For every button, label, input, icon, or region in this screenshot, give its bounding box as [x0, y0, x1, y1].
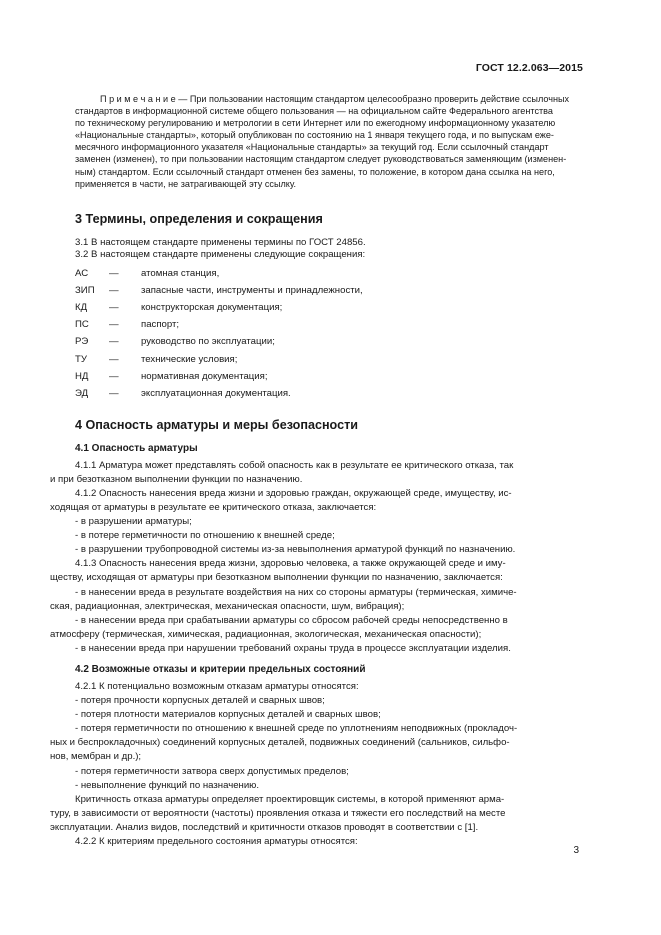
text-line: нов, мембран и др.);: [50, 751, 142, 763]
abbreviation-dash: —: [109, 336, 119, 348]
text-line: - невыполнение функций по назначению.: [75, 779, 260, 791]
abbreviation-code: НД: [75, 370, 89, 382]
text-line: - потеря герметичности по отношению к внешней среде по уплотнениям неподвижных (прокладоч-: [75, 723, 518, 735]
note-block: [75, 93, 583, 190]
abbreviation-code: ПС: [75, 319, 89, 331]
abbreviation-meaning: технические условия;: [141, 353, 238, 365]
text-line: ская, радиационная, электрическая, механическая опасности, шум, вибрация);: [50, 600, 405, 612]
abbreviation-meaning: запасные части, инструменты и принадлежности,: [141, 284, 363, 296]
text-line: - потеря герметичности затвора сверх допустимых пределов;: [75, 765, 349, 777]
text-line: 4.1.1 Арматура может представлять собой опасность как в результате ее критического отказа, так: [75, 459, 514, 471]
note-line: ным) стандартом. Если ссылочный стандарт отменен без замены, то положение, в котором дана ссылка на него,: [75, 166, 555, 177]
abbreviation-code: КД: [75, 302, 88, 314]
text-line: 4.2.2 К критериям предельного состояния арматуры относятся:: [75, 836, 358, 847]
abbreviation-meaning: эксплуатационная документация.: [141, 387, 291, 399]
abbreviation-item: [75, 282, 583, 299]
text-line: эксплуатации. Анализ видов, последствий и критичности отказов проводят в соответствии с [1].: [50, 821, 479, 833]
abbreviation-dash: —: [109, 319, 119, 331]
abbreviation-item: [75, 317, 583, 334]
abbreviation-list: [75, 265, 583, 403]
abbreviation-dash: —: [109, 370, 119, 382]
text-line: - в нанесении вреда в результате воздействия на них со стороны арматуры (термическая, химиче-: [75, 586, 517, 598]
text-line: туру, в зависимости от вероятности (частоты) проявления отказа и тяжести его последствий на месте: [50, 807, 506, 819]
text-line: - потеря плотности материалов корпусных деталей и сварных швов;: [75, 709, 381, 721]
abbreviation-item: [75, 385, 583, 402]
text-line: 4.1.2 Опасность нанесения вреда жизни и здоровью граждан, окружающей среде, имуществу, ис-: [75, 487, 512, 499]
text-line: ходящая от арматуры в результате ее критического отказа, заключается:: [50, 501, 377, 513]
paragraph-3-2: 3.2 В настоящем стандарте применены следующие сокращения:: [75, 248, 366, 260]
text-line: Критичность отказа арматуры определяет проектировщик системы, в которой применяют арма-: [75, 793, 505, 805]
abbreviation-meaning: конструкторская документация;: [141, 302, 283, 314]
abbreviation-dash: —: [109, 353, 119, 365]
text-line: и при безотказном выполнении функции по назначению.: [50, 473, 303, 485]
abbreviation-meaning: паспорт;: [141, 319, 180, 331]
paragraph-3-1: 3.1 В настоящем стандарте применены термины по ГОСТ 24856.: [75, 236, 366, 248]
abbreviation-code: ЭД: [75, 387, 89, 399]
page-content: [50, 93, 583, 849]
abbreviation-dash: —: [109, 302, 119, 314]
abbreviation-meaning: руководство по эксплуатации;: [141, 336, 275, 348]
text-line: 4.2.1 К потенциально возможным отказам арматуры относятся:: [75, 680, 359, 692]
section-3-title: 3 Термины, определения и сокращения: [75, 211, 323, 226]
abbreviation-meaning: атомная станция,: [141, 267, 220, 279]
abbreviation-dash: —: [109, 387, 119, 399]
abbreviation-code: ЗИП: [75, 284, 95, 296]
text-line: - в разрушении арматуры;: [75, 516, 192, 528]
abbreviation-code: АС: [75, 267, 89, 279]
section-4-title: 4 Опасность арматуры и меры безопасности: [75, 417, 359, 432]
abbreviation-dash: —: [109, 267, 119, 279]
abbreviation-item: [75, 265, 583, 282]
text-line: ществу, исходящая от арматуры при безотказном выполнении функции по назначению, заключается:: [50, 572, 503, 584]
abbreviation-code: РЭ: [75, 336, 89, 348]
note-text: — При пользовании настоящим стандартом целесообразно проверить действие ссылочных: [175, 94, 570, 104]
abbreviation-item: [75, 351, 583, 368]
note-label: П р и м е ч а н и е: [100, 94, 176, 104]
text-line: - в разрушении трубопроводной системы из-за невыполнения арматурой функций по назначению.: [75, 544, 516, 556]
note-line: по техническому регулированию и метрологии в сети Интернет или по ежегодному информационному указателю: [75, 118, 556, 129]
note-line: применяется в части, не затрагивающей эту ссылку.: [75, 178, 297, 189]
note-line: стандартов в информационной системе общего пользования — на официальном сайте Федерального агентства: [75, 106, 553, 117]
abbreviation-code: ТУ: [75, 353, 87, 365]
section-4-1-title: 4.1 Опасность арматуры: [75, 442, 198, 454]
page-number: 3: [573, 845, 579, 856]
abbreviation-item: [75, 334, 583, 351]
abbreviation-meaning: нормативная документация;: [141, 370, 268, 382]
abbreviation-dash: —: [109, 284, 119, 296]
text-line: - в нанесении вреда при срабатывании арматуры со сбросом рабочей среды непосредственно в: [75, 614, 508, 626]
note-line: [100, 93, 583, 105]
note-line: заменен (изменен), то при пользовании настоящим стандартом следует руководствоваться заменяющим (изменен-: [75, 154, 567, 165]
text-line: - в потере герметичности по отношению к внешней среде;: [75, 530, 335, 542]
abbreviation-item: [75, 300, 583, 317]
section-4-1-body: [50, 459, 583, 656]
note-line: месячного информационного указателя «Национальные стандарты» за текущий год. Если ссылочный стандарт: [75, 142, 549, 153]
section-4-2-body: [50, 680, 583, 849]
section-4-2-title: 4.2 Возможные отказы и критерии предельных состояний: [75, 663, 366, 675]
text-line: атмосферу (термическая, химическая, радиационная, экологическая, механическая опасности);: [50, 628, 482, 640]
document-header: ГОСТ 12.2.063—2015: [475, 62, 583, 74]
text-line: 4.1.3 Опасность нанесения вреда жизни, здоровью человека, а также окружающей среде и иму-: [75, 558, 506, 570]
abbreviation-item: [75, 368, 583, 385]
text-line: ных и беспрокладочных) соединений корпусных деталей, подвижных соединений (сальников, сильфо-: [50, 737, 510, 749]
note-line: «Национальные стандарты», который опубликован по состоянию на 1 января текущего года, и по выпускам еже-: [75, 130, 554, 141]
text-line: - потеря прочности корпусных деталей и сварных швов;: [75, 695, 325, 707]
text-line: - в нанесении вреда при нарушении требований охраны труда в процессе эксплуатации изделия.: [75, 642, 511, 654]
